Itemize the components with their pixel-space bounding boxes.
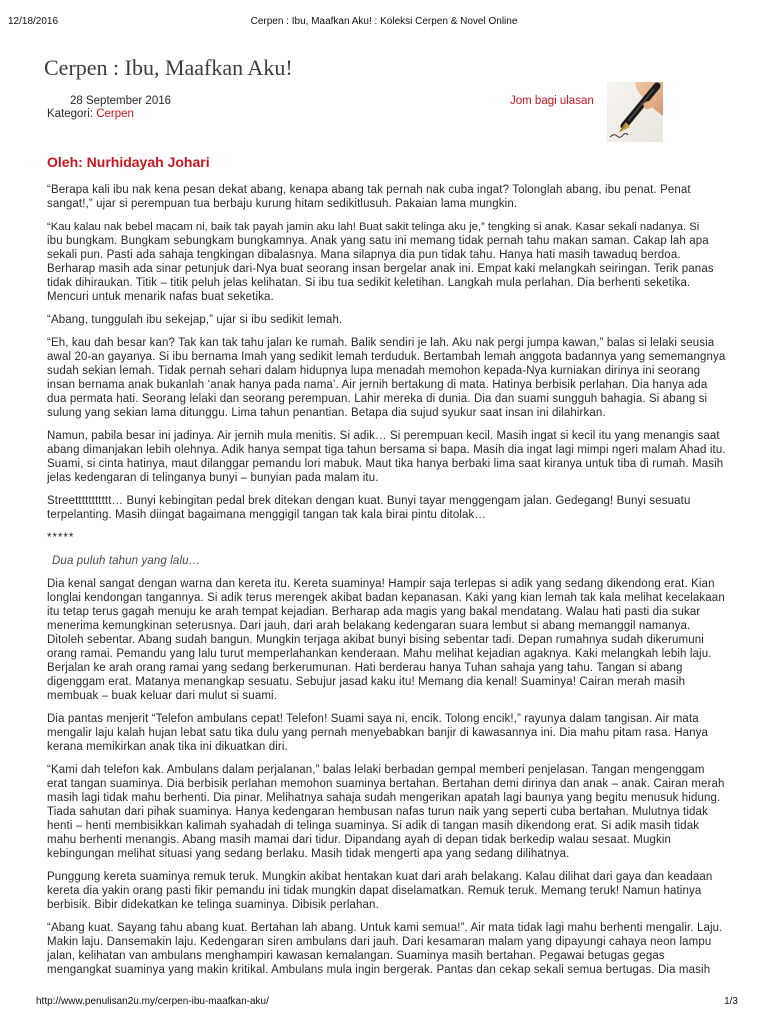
article-body: [47, 183, 727, 986]
paragraph: [47, 220, 727, 304]
print-url: http://www.penulisan2u.my/cerpen-ibu-maafkan-aku/: [36, 996, 269, 1007]
paragraph-line: Ditoleh sebentar. Abang sudah bangun. Mungkin terjaga akibat bunyi bising sebentar tadi. Depan rumahnya sudah dikerumuni: [47, 634, 704, 646]
paragraph: [47, 870, 727, 912]
paragraph-line: orang ramai. Pemandu yang lalu turut memperlahankan kenderaan. Mahu melihat kejadian agaknya. Kaki melangkah lebih laju.: [47, 648, 712, 660]
article-title: Cerpen : Ibu, Maafkan Aku!: [44, 55, 293, 80]
paragraph-line: sangat!,” ujar si perempuan tua berbaju kurung hitam sedikitlusuh. Pakaian lama mungkin.: [47, 198, 518, 210]
paragraph-line: mengangkat suaminya yang makin kritikal. Ambulans mula ingin bergerak. Pantas dan cekap sekali semua bertugas. Dia masih: [47, 964, 711, 976]
paragraph-line: Berharap masih ada sinar petunjuk dari-Nya buat seorang insan bergelar anak ini. Empat kaki melangkah seiringan. Terik panas: [47, 263, 714, 275]
paragraph-line: Dia pantas menjerit “Telefon ambulans cepat! Telefon! Suami saya ni, encik. Tolong encik!,” rayunya dalam tangisan. Air mata: [47, 713, 699, 725]
paragraph-line: Makin laju. Dansemakin laju. Kedengaran siren ambulans dari jauh. Dari kesamaran malam yang dipayungi cahaya neon lampu: [47, 936, 712, 948]
paragraph-line: “Abang kuat. Sayang tahu abang kuat. Bertahan lah abang. Untuk kami semua!”. Air mata tidak lagi mahu berhenti mengalir. Laju.: [47, 922, 723, 934]
paragraph: [47, 763, 727, 861]
paragraph: [47, 429, 727, 485]
print-page-title: Cerpen : Ibu, Maafkan Aku! : Koleksi Cerpen & Novel Online: [250, 16, 518, 27]
paragraph-line: henti – henti membisikkan kalimah syahadah di telinga suaminya. Si adik di tangan masih dikendong erat. Si adik masih tidak: [47, 820, 700, 832]
paragraph-line: Dia kenal sangat dengan warna dan kereta itu. Kereta suaminya! Hampir saja terlepas si adik yang sedang dikendong erat. Kian: [47, 578, 715, 590]
paragraph-line: mengalir laju kalah hujan lebat satu tika dulu yang pernah menyebabkan banjir di kawasannya ini. Dia mahu pitam rasa. Hanya: [47, 727, 709, 739]
paragraph-line: longlai kendongan tangannya. Si adik terus merengek akibat badan kepanasan. Kaki yang kian lemah tak kala melihat kecelakaan: [47, 592, 725, 604]
paragraph-line: Namun, pabila besar ini jadinya. Air jernih mula menitis. Si adik… Si perempuan kecil. Masih ingat si kecil itu yang menangis saat: [47, 430, 720, 442]
paragraph-line: terpelanting. Masih diingat bagaimana menggigil tangan tak kala birai pintu ditolak…: [47, 509, 487, 521]
paragraph-line: Streettttttttttt… Bunyi kebingitan pedal brek ditekan dengan kuat. Bunyi tayar menggengam jalan. Gedegang! Bunyi sesuatu: [47, 495, 691, 507]
paragraph-line: masih lagi tidak mahu berhenti. Dia pinar. Melihatnya sahaja sudah mengerikan apatah lagi baunya yang begitu menusuk hidung.: [47, 792, 721, 804]
paragraph: [47, 577, 727, 703]
paragraph-line: kebingungan melihat situasi yang sedang berlaku. Masih tidak mengerti apa yang sedang dilihatnya.: [47, 848, 570, 860]
paragraph-line: awal 20-an gayanya. Si ibu bernama Imah yang sedikit lemah terduduk. Bertambah lemah anggota badannya yang sememangnya: [47, 351, 726, 363]
paragraph-line: kereta dia yakin orang pasti fikir pemandu ini tidak mungkin dapat diselamatkan. Remuk teruk. Memang teruk! Namun hatinya: [47, 885, 702, 897]
paragraph-line: berbisik. Bibir didekatkan ke telinga suaminya. Dibisik perlahan.: [47, 899, 379, 911]
paragraph-line: Mencuri untuk menarik nafas buat seketika.: [47, 291, 274, 303]
paragraph-line: membuak – buak keluar dari mulut si suami.: [47, 690, 278, 702]
article-date: 28 September 2016: [70, 95, 172, 107]
section-separator: [47, 531, 727, 545]
pen-writing-icon: [607, 82, 663, 142]
paragraph-line: sudah sekian lemah. Tidak pernah sehari dalam hidupnya lupa menadah memohon kepada-Nya kurniakan dirinya ini seorang: [47, 365, 701, 377]
paragraph: [47, 921, 727, 977]
paragraph-line: erat tangan suaminya. Dia berbisik perlahan memohon suaminya bertahan. Bertahan demi dirinya dan anak – anak. Cairan merah: [47, 778, 725, 790]
paragraph-line: “Eh, kau dah besar kan? Tak kan tak tahu jalan ke rumah. Balik sendiri je lah. Aku nak pergi jumpa kawan,” balas si lelaki seusia: [47, 337, 715, 349]
paragraph-line: sekali pun. Pasti ada sahaja tengkingan dibalasnya. Mana silapnya dia pun tidak tahu. Hanya hati masih tawaduq berdoa.: [47, 249, 681, 261]
paragraph: [47, 494, 727, 522]
paragraph-line: Berjalan ke arah orang ramai yang sedang berkerumunan. Hati berderau hanya Tuhan sahaja yang tahu. Tangan si abang: [47, 662, 683, 674]
paragraph-line: *****: [47, 532, 75, 544]
paragraph-line: tidak dihiraukan. Titik – titik peluh jelas kelihatan. Si ibu tua sedikit keletihan. Langkah mula perlahan. Dia berhenti seketika.: [47, 277, 691, 289]
paragraph: [47, 183, 727, 211]
category-label: Kategori:: [47, 108, 94, 120]
paragraph-line: dua permata hati. Seorang lelaki dan seorang perempuan. Lahir mereka di dunia. Dia dan suami sungguh bahagia. Si abang si: [47, 393, 708, 405]
paragraph-line: kerana memikirkan anak tika ini dikuatkan diri.: [47, 741, 288, 753]
paragraph-line: digenggam erat. Matanya menangkap sesuatu. Sebujur jasad kaku itu! Memang dia kenal! Suaminya! Cairan merah masih: [47, 676, 686, 688]
paragraph-line: ibu bungkam. Bungkam sebungkam bungkamnya. Anak yang satu ini memang tidak pernah tahu makan saman. Cakap lah apa: [47, 235, 709, 247]
paragraph-line: menerima kemungkinan seterusnya. Dari jauh, dari arah belakang kedengaran suara lembut si abang memanggil namanya.: [47, 620, 691, 632]
paragraph-line: “Berapa kali ibu nak kena pesan dekat abang, kenapa abang tak pernah nak cuba ingat? Tolonglah abang, ibu penat. Penat: [47, 184, 691, 196]
paragraph: [47, 313, 727, 327]
scene-heading: [47, 554, 727, 568]
paragraph-line: Suami, si cinta hatinya, maut dilanggar pemandu lori mabuk. Maut tika hanya berbaki lima saat kiranya untuk tiba di rumah. Masih: [47, 458, 724, 470]
paragraph-line: Dua puluh tahun yang lalu…: [52, 555, 201, 567]
paragraph-line: jelas kedengaran di telinganya bunyi – bunyian pada malam itu.: [47, 472, 379, 484]
article-category: [47, 107, 134, 121]
print-date: 12/18/2016: [8, 16, 59, 27]
print-page-number: 1/3: [724, 996, 738, 1007]
paragraph-line: sulung yang sekian lama ditunggu. Lima tahun penantian. Betapa dia sujud syukur saat insan ini dilahirkan.: [47, 407, 606, 419]
paragraph-line: “Abang, tunggulah ibu sekejap,” ujar si ibu sedikit lemah.: [47, 314, 343, 326]
paragraph-line: mahu berhenti menangis. Abang masih mamai dari tidur. Dipandang ayah di depan tidak berkedip walau sesaat. Mugkin: [47, 834, 672, 846]
comment-link[interactable]: Jom bagi ulasan: [510, 95, 594, 107]
category-link[interactable]: Cerpen: [96, 108, 134, 120]
paragraph-line: jalan, kelihatan van ambulans menghampiri kawasan kemalangan. Suaminya masih bertahan. Pegawai betugas gegas: [47, 950, 665, 962]
paragraph-line: abang dimanjakan lebih olehnya. Adik hanya sempat tiga tahun bersama si bapa. Masih dia ingat lagi mimpi ngeri malam Ahad itu.: [47, 444, 726, 456]
paragraph-line: “Kami dah telefon kak. Ambulans dalam perjalanan,” balas lelaki berbadan gempal memberi penjelasan. Tangan mengenggam: [47, 764, 705, 776]
paragraph-line: “Kau kalau nak bebel macam ni, baik tak payah jamin aku lah! Buat sakit telinga aku je,” tengking si anak. Kasar sekali nadanya. Si: [47, 221, 700, 233]
paragraph-line: Tiada sahutan dari pihak suaminya. Hanya kedengaran hembusan nafas turun naik yang seperti cuba bertahan. Mulutnya tidak: [47, 806, 708, 818]
paragraph-line: Punggung kereta suaminya remuk teruk. Mungkin akibat hentakan kuat dari arah belakang. Kalau dilihat dari gaya dan keadaan: [47, 871, 713, 883]
article-author: Oleh: Nurhidayah Johari: [47, 154, 210, 170]
paragraph-line: itu tetap terus gagah menuju ke arah tempat kejadian. Berharap ada magis yang bakal mendatang. Walau hati pasti dia sukar: [47, 606, 701, 618]
paragraph: [47, 336, 727, 420]
paragraph: [47, 712, 727, 754]
paragraph-line: insan bernama anak bukanlah ‘anak hanya pada nama’. Air jernih bertakung di mata. Hatinya berbisik perlahan. Dia hanya ada: [47, 379, 708, 391]
